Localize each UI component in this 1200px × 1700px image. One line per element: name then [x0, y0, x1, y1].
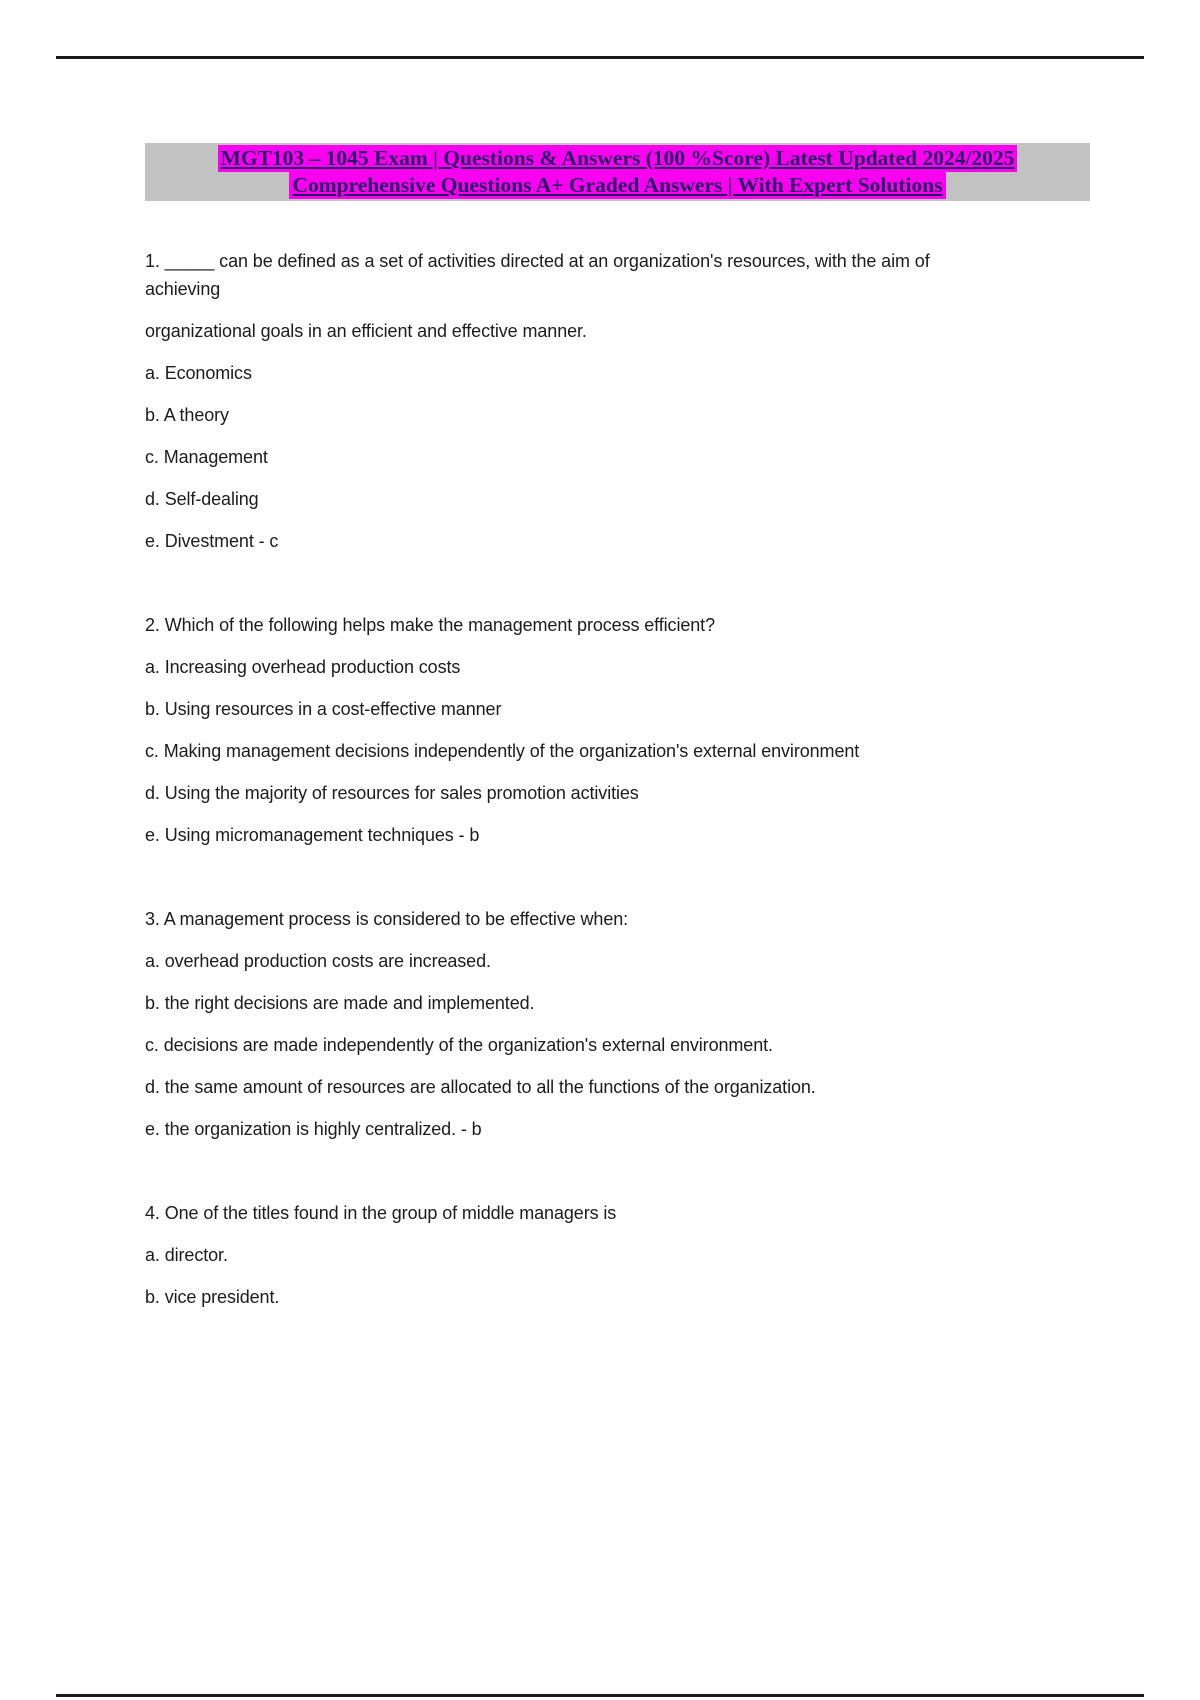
question-1-text-line: achieving [145, 279, 221, 299]
question-4-answer-option: b. vice president. [145, 1287, 280, 1307]
question-1-answer-option: b. A theory [145, 405, 229, 425]
question-3-answer-option: b. the right decisions are made and implemented. [145, 993, 535, 1013]
title-block [145, 143, 1090, 201]
question-2 [145, 569, 1095, 849]
question-1-text-line: 1. _____ can be defined as a set of activities directed at an organization's resources, with the aim of [145, 251, 930, 271]
question-4-answer-option: a. director. [145, 1245, 228, 1265]
question-2-answer-option: e. Using micromanagement techniques - b [145, 825, 480, 845]
question-2-answer-option: d. Using the majority of resources for sales promotion activities [145, 783, 639, 803]
top-border-rule [56, 56, 1144, 59]
question-4-text-line: 4. One of the titles found in the group of middle managers is [145, 1203, 617, 1223]
question-2-answer-option: c. Making management decisions independently of the organization's external environment [145, 741, 860, 761]
question-1-answer-option: c. Management [145, 447, 268, 467]
question-2-text-line: 2. Which of the following helps make the management process efficient? [145, 615, 715, 635]
question-3-answer-option: a. overhead production costs are increased. [145, 951, 491, 971]
question-1-answer-option: a. Economics [145, 363, 252, 383]
title-row-2 [145, 172, 1090, 199]
question-1-answer-option: e. Divestment - c [145, 531, 279, 551]
question-2-answer-option: b. Using resources in a cost-effective manner [145, 699, 502, 719]
title-line-2: Comprehensive Questions A+ Graded Answers | With Expert Solutions [289, 172, 945, 199]
title-row-1 [145, 145, 1090, 172]
question-3-answer-option: e. the organization is highly centralized. - b [145, 1119, 482, 1139]
bottom-border-rule [56, 1694, 1144, 1697]
question-3 [145, 863, 1095, 1143]
question-3-text-line: 3. A management process is considered to be effective when: [145, 909, 629, 929]
title-line-1: MGT103 – 1045 Exam | Questions & Answers (100 %Score) Latest Updated 2024/2025 [218, 145, 1018, 172]
question-1-answer-option: d. Self-dealing [145, 489, 259, 509]
question-1 [145, 247, 1095, 555]
question-3-answer-option: c. decisions are made independently of the organization's external environment. [145, 1035, 773, 1055]
question-1-text-line: organizational goals in an efficient and effective manner. [145, 321, 587, 341]
question-4 [145, 1157, 1095, 1311]
questions-area [145, 247, 1095, 1325]
question-3-answer-option: d. the same amount of resources are allocated to all the functions of the organization. [145, 1077, 816, 1097]
question-2-answer-option: a. Increasing overhead production costs [145, 657, 461, 677]
